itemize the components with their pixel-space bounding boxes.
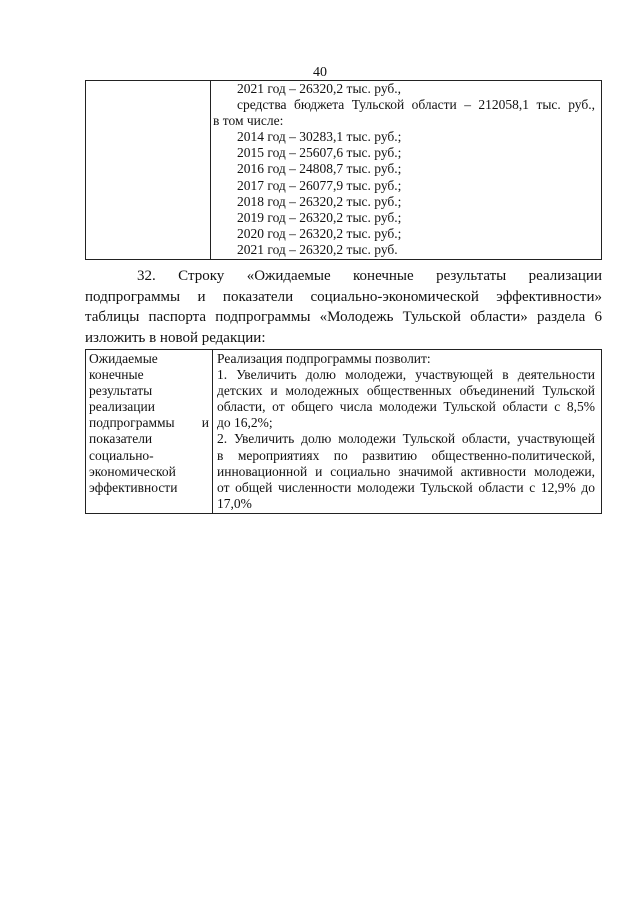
funding-line: 2020 год – 26320,2 тыс. руб.; [237, 225, 402, 241]
label-line: Ожидаемые [89, 351, 158, 366]
result-line: в мероприятиях по развитию общественно-политической, [217, 447, 595, 463]
expected-results-table [85, 349, 602, 514]
paragraph-line: таблицы паспорта подпрограммы «Молодежь Тульской области» раздела 6 [85, 309, 602, 325]
label-line: результаты [89, 383, 153, 399]
funding-line: 2021 год – 26320,2 тыс. руб. [237, 241, 398, 257]
funding-line: 2021 год – 26320,2 тыс. руб., [237, 81, 402, 96]
funding-table-empty-cell [86, 81, 211, 260]
result-line: 2. Увеличить долю молодежи Тульской области, участвующей [217, 431, 595, 447]
result-line: Реализация подпрограммы позволит: [217, 351, 431, 366]
result-line: 17,0% [217, 495, 252, 511]
result-line: детских и молодежных общественных объединений Тульской [217, 383, 595, 399]
funding-line: в том числе: [213, 113, 284, 129]
label-line: конечные [89, 367, 144, 383]
result-line: до 16,2%; [217, 415, 273, 431]
funding-line: 2016 год – 24808,7 тыс. руб.; [237, 161, 402, 177]
expected-results-content-cell [213, 350, 602, 514]
paragraph-line: изложить в новой редакции: [85, 329, 266, 346]
funding-line: средства бюджета Тульской области – 212058,1 тыс. руб., [237, 97, 595, 113]
label-line: эффективности [89, 479, 178, 495]
funding-line: 2015 год – 25607,6 тыс. руб.; [237, 145, 402, 161]
funding-table-content-cell [211, 81, 602, 260]
label-line: реализации [89, 399, 155, 415]
page-number: 40 [313, 65, 327, 80]
funding-line: 2014 год – 30283,1 тыс. руб.; [237, 129, 402, 145]
label-line: экономической [89, 463, 176, 479]
amendment-paragraph [85, 266, 602, 348]
funding-line: 2019 год – 26320,2 тыс. руб.; [237, 209, 402, 225]
label-line: подпрограммы и [89, 415, 209, 431]
funding-line: 2017 год – 26077,9 тыс. руб.; [237, 177, 402, 193]
label-line: показатели [89, 431, 153, 447]
result-line: области, от общего числа молодежи Тульской области с 8,5% [217, 399, 595, 415]
result-line: от общей численности молодежи Тульской области с 12,9% до [217, 479, 595, 495]
funding-line: 2018 год – 26320,2 тыс. руб.; [237, 193, 402, 209]
paragraph-line: 32. Строку «Ожидаемые конечные результаты реализации [137, 268, 602, 284]
label-line: социально- [89, 447, 154, 463]
result-line: 1. Увеличить долю молодежи, участвующей в деятельности [217, 367, 595, 383]
result-line: инновационной и социально значимой активности молодежи, [217, 463, 595, 479]
expected-results-label-cell [86, 350, 213, 514]
funding-table [85, 80, 602, 260]
paragraph-line: подпрограммы и показатели социально-экономической эффективности» [85, 288, 602, 305]
